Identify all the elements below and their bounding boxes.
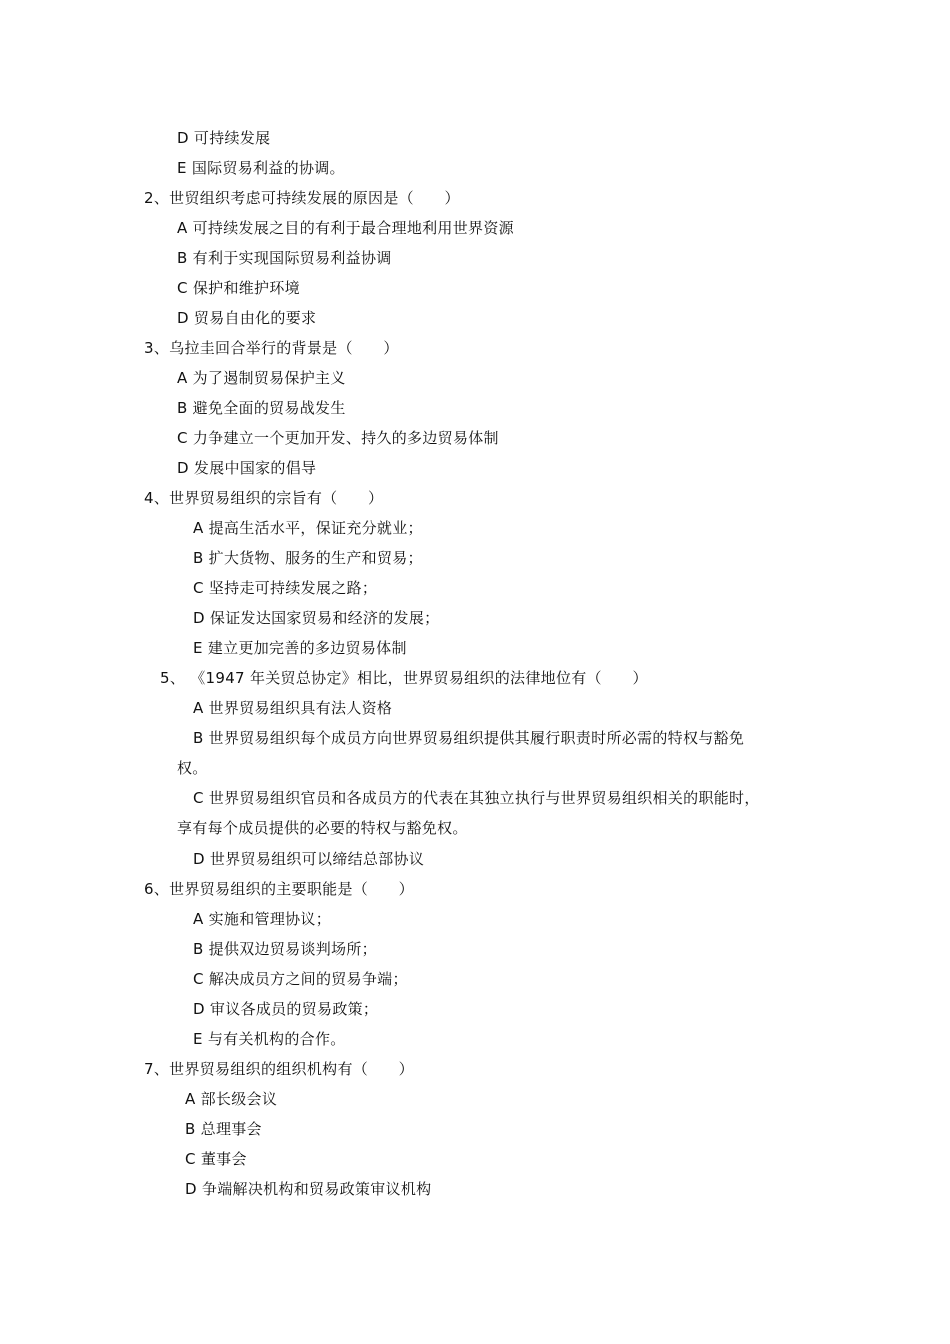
option-6e: E 与有关机构的合作。 (193, 1030, 346, 1048)
option-5d: D 世界贸易组织可以缔结总部协议 (193, 850, 425, 868)
option-1e: E 国际贸易利益的协调。 (177, 159, 345, 177)
option-5b-continued: 权。 (177, 759, 208, 777)
option-5b: B 世界贸易组织每个成员方向世界贸易组织提供其履行职责时所必需的特权与豁免 (193, 729, 745, 747)
option-7b: B 总理事会 (185, 1120, 262, 1138)
option-6d: D 审议各成员的贸易政策； (193, 1000, 379, 1018)
option-2b: B 有利于实现国际贸易利益协调 (177, 249, 392, 267)
option-4d: D 保证发达国家贸易和经济的发展； (193, 609, 440, 627)
option-4b: B 扩大货物、服务的生产和贸易； (193, 549, 423, 567)
option-5c: C 世界贸易组织官员和各成员方的代表在其独立执行与世界贸易组织相关的职能时， (193, 789, 760, 807)
option-4c: C 坚持走可持续发展之路； (193, 579, 378, 597)
option-2a: A 可持续发展之目的有利于最合理地利用世界资源 (177, 219, 514, 237)
option-3d: D 发展中国家的倡导 (177, 459, 317, 477)
option-2d: D 贸易自由化的要求 (177, 309, 317, 327)
option-4a: A 提高生活水平，保证充分就业； (193, 519, 423, 537)
option-3b: B 避免全面的贸易战发生 (177, 399, 346, 417)
option-7c: C 董事会 (185, 1150, 247, 1168)
question-5: 5、 《1947 年关贸总协定》相比，世界贸易组织的法律地位有（ ） (160, 669, 648, 687)
question-3: 3、乌拉圭回合举行的背景是（ ） (144, 339, 399, 357)
option-7d: D 争端解决机构和贸易政策审议机构 (185, 1180, 432, 1198)
option-3a: A 为了遏制贸易保护主义 (177, 369, 346, 387)
option-5a: A 世界贸易组织具有法人资格 (193, 699, 393, 717)
option-6c: C 解决成员方之间的贸易争端； (193, 970, 408, 988)
question-6: 6、世界贸易组织的主要职能是（ ） (144, 880, 414, 898)
option-2c: C 保护和维护环境 (177, 279, 300, 297)
question-7: 7、世界贸易组织的组织机构有（ ） (144, 1060, 414, 1078)
option-7a: A 部长级会议 (185, 1090, 278, 1108)
question-4: 4、世界贸易组织的宗旨有（ ） (144, 489, 384, 507)
option-4e: E 建立更加完善的多边贸易体制 (193, 639, 407, 657)
option-6b: B 提供双边贸易谈判场所； (193, 940, 377, 958)
option-1d: D 可持续发展 (177, 129, 271, 147)
option-5c-continued: 享有每个成员提供的必要的特权与豁免权。 (177, 819, 468, 837)
question-2: 2、世贸组织考虑可持续发展的原因是（ ） (144, 189, 460, 207)
option-3c: C 力争建立一个更加开发、持久的多边贸易体制 (177, 429, 499, 447)
option-6a: A 实施和管理协议； (193, 910, 332, 928)
